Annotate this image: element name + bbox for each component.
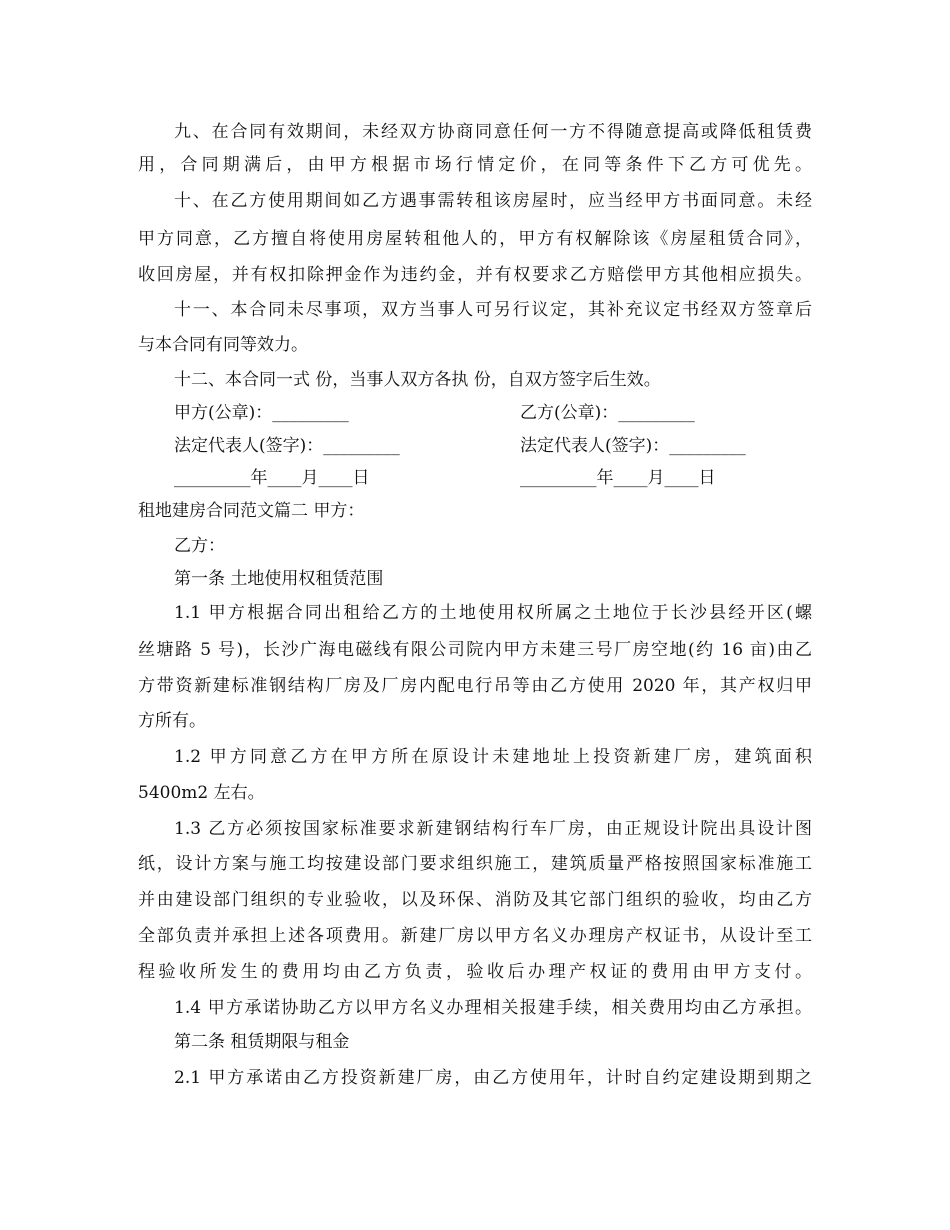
- clause-1-3-line-1: 1.3 乙方必须按国家标准要求新建钢结构行车厂房，由正规设计院出具设计图: [174, 819, 812, 839]
- clause-12-line: 十二、本合同一式 份，当事人双方各执 份，自双方签字后生效。: [174, 370, 661, 390]
- clause-1-3-line-3: 并由建设部门组织的专业验收，以及环保、消防及其它部门组织的验收，均由乙方: [138, 890, 812, 910]
- party-b-date: _________年____月____日: [520, 468, 716, 488]
- party-a-representative: 法定代表人(签字)：_________: [174, 436, 400, 456]
- clause-1-1-line-1: 1.1 甲方根据合同出租给乙方的土地使用权所属之土地位于长沙县经开区(螺: [174, 603, 812, 623]
- clause-10-line-3: 收回房屋，并有权扣除押金作为违约金，并有权要求乙方赔偿甲方其他相应损失。: [138, 265, 812, 285]
- clause-9-line-2: 用，合同期满后，由甲方根据市场行情定价，在同等条件下乙方可优先。: [138, 155, 812, 175]
- clause-1-2-line-2: 5400m2 左右。: [138, 783, 265, 803]
- section-2-heading: 租地建房合同范文篇二 甲方：: [138, 501, 365, 521]
- clause-1-1-line-3: 方带资新建标准钢结构厂房及厂房内配电行吊等由乙方使用 2020 年，其产权归甲: [138, 676, 812, 696]
- party-a-date: _________年____月____日: [174, 468, 370, 488]
- clause-1-3-line-4: 全部负责并承担上述各项费用。新建厂房以甲方名义办理房产权证书，从设计至工: [138, 926, 812, 946]
- clause-1-4-line: 1.4 甲方承诺协助乙方以甲方名义办理相关报建手续，相关费用均由乙方承担。: [174, 998, 812, 1018]
- article-2-title: 第二条 租赁期限与租金: [174, 1032, 350, 1052]
- clause-1-3-line-2: 纸，设计方案与施工均按建设部门要求组织施工，建筑质量严格按照国家标准施工: [138, 854, 812, 874]
- clause-1-3-line-5: 程验收所发生的费用均由乙方负责，验收后办理产权证的费用由甲方支付。: [138, 962, 812, 982]
- clause-1-2-line-1: 1.2 甲方同意乙方在甲方所在原设计未建地址上投资新建厂房，建筑面积: [174, 747, 812, 767]
- clause-10-line-2: 甲方同意，乙方擅自将使用房屋转租他人的，甲方有权解除该《房屋租赁合同》，: [138, 229, 812, 249]
- party-a-seal: 甲方(公章)：_________: [174, 403, 349, 423]
- party-b-representative: 法定代表人(签字)：_________: [520, 436, 746, 456]
- party-b-seal: 乙方(公章)：_________: [520, 403, 695, 423]
- clause-11-line-2: 与本合同有同等效力。: [138, 335, 308, 355]
- clause-9-line-1: 九、在合同有效期间，未经双方协商同意任何一方不得随意提高或降低租赁费: [174, 122, 812, 142]
- clause-1-1-line-4: 方所有。: [138, 711, 206, 731]
- clause-2-1-line-1: 2.1 甲方承诺由乙方投资新建厂房，由乙方使用年，计时自约定建设期到期之: [174, 1068, 812, 1088]
- clause-1-1-line-2: 丝塘路 5 号)，长沙广海电磁线有限公司院内甲方未建三号厂房空地(约 16 亩)由乙: [138, 640, 812, 660]
- clause-11-line-1: 十一、本合同未尽事项，双方当事人可另行议定，其补充议定书经双方签章后: [174, 300, 812, 320]
- party-b-label: 乙方：: [174, 536, 225, 556]
- clause-10-line-1: 十、在乙方使用期间如乙方遇事需转租该房屋时，应当经甲方书面同意。未经: [174, 191, 812, 211]
- article-1-title: 第一条 土地使用权租赁范围: [174, 569, 384, 589]
